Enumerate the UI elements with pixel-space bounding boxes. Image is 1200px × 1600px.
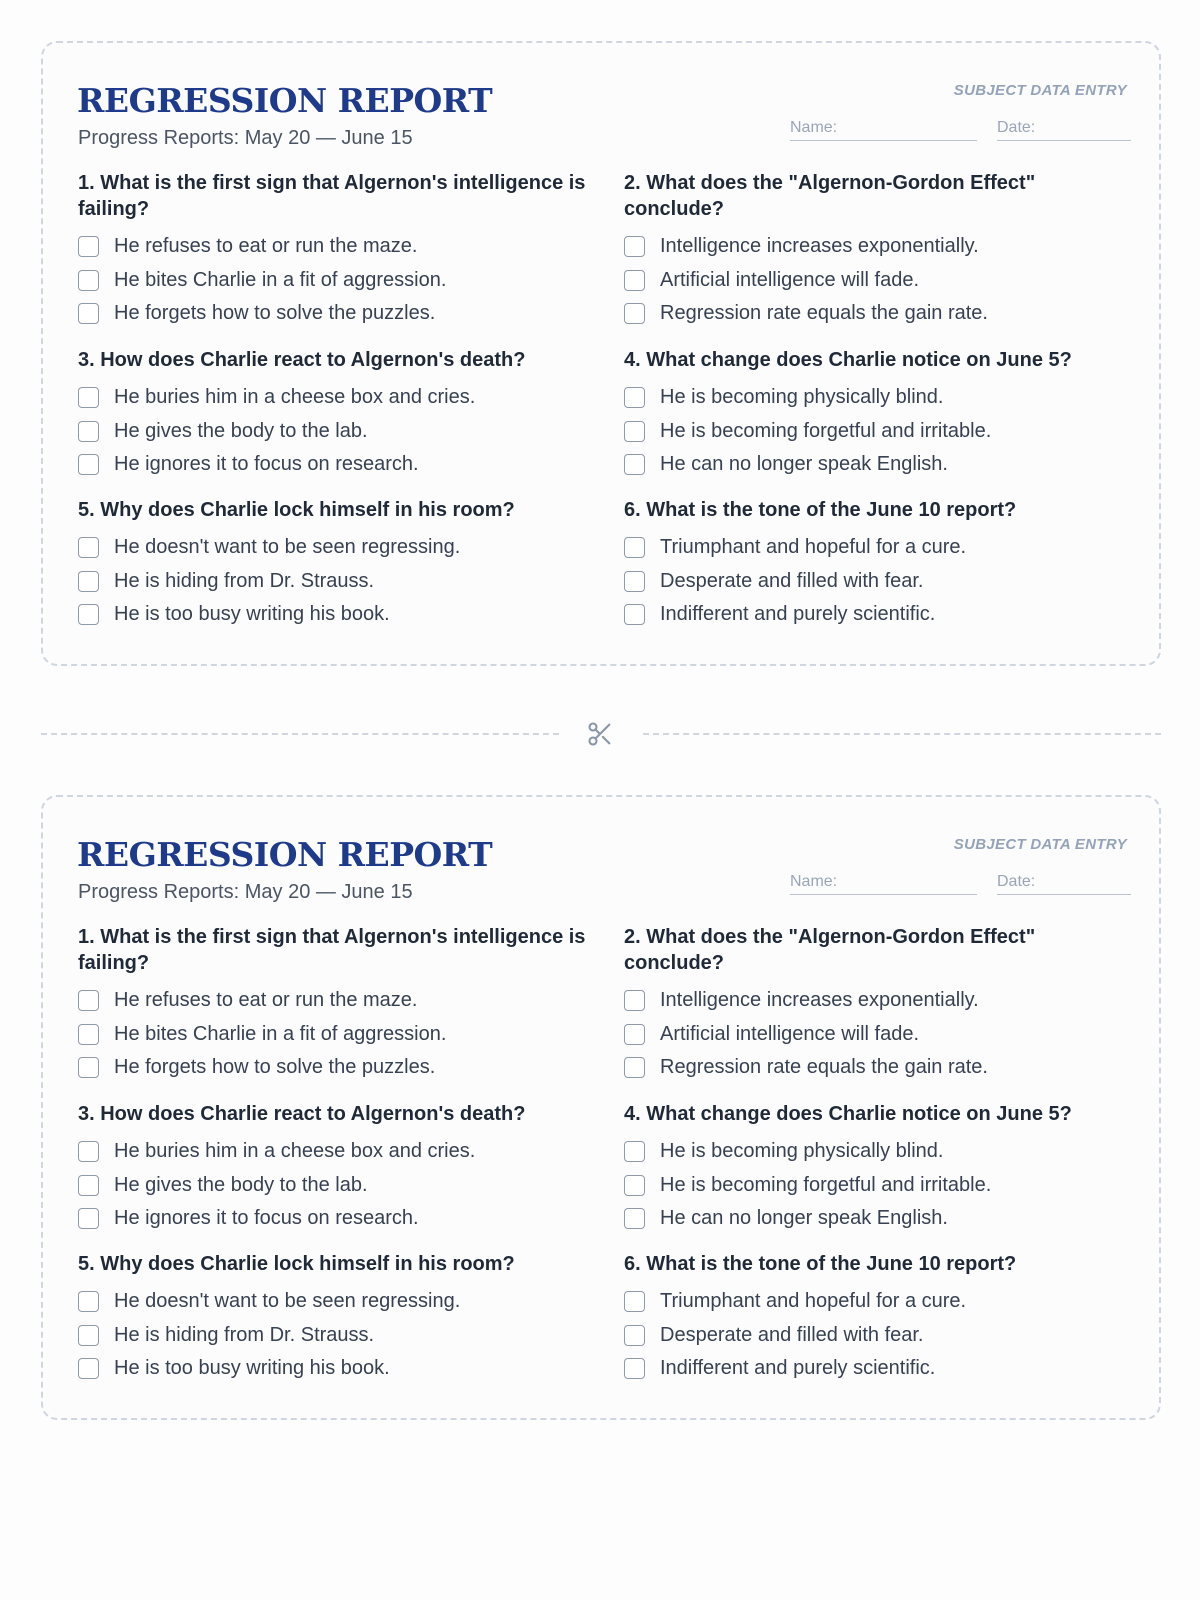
answer-option[interactable] — [78, 448, 588, 482]
answer-checkbox[interactable] — [624, 571, 645, 592]
answer-checkbox[interactable] — [78, 1325, 99, 1346]
option-list — [78, 531, 588, 632]
answer-option[interactable] — [624, 531, 1134, 565]
answer-option[interactable] — [78, 1169, 588, 1203]
answer-checkbox[interactable] — [78, 303, 99, 324]
answer-label: He can no longer speak English. — [660, 1207, 948, 1230]
answer-checkbox[interactable] — [624, 421, 645, 442]
answer-checkbox[interactable] — [624, 387, 645, 408]
answer-label: He is too busy writing his book. — [114, 603, 390, 626]
page-title: REGRESSION REPORT — [77, 81, 493, 120]
answer-option[interactable] — [624, 264, 1134, 298]
answer-option[interactable] — [624, 1352, 1134, 1386]
answer-option[interactable] — [624, 565, 1134, 599]
option-list — [624, 984, 1134, 1085]
answer-label: He forgets how to solve the puzzles. — [114, 1056, 436, 1079]
answer-checkbox[interactable] — [78, 990, 99, 1011]
answer-checkbox[interactable] — [624, 1208, 645, 1229]
answer-option[interactable] — [78, 1285, 588, 1319]
answer-option[interactable] — [78, 1018, 588, 1052]
question-1 — [78, 170, 588, 331]
answer-option[interactable] — [78, 1319, 588, 1353]
option-list — [78, 230, 588, 331]
answer-checkbox[interactable] — [78, 1208, 99, 1229]
name-field-label: Name: — [790, 873, 838, 890]
answer-option[interactable] — [78, 297, 588, 331]
subject-data-entry-label: SUBJECT DATA ENTRY — [953, 836, 1127, 853]
question-5 — [78, 1251, 588, 1386]
answer-label: He refuses to eat or run the maze. — [114, 235, 418, 258]
answer-option[interactable] — [624, 984, 1134, 1018]
question-text: 5. Why does Charlie lock himself in his room? — [78, 1253, 515, 1275]
answer-checkbox[interactable] — [624, 236, 645, 257]
page-title: REGRESSION REPORT — [77, 835, 493, 874]
answer-checkbox[interactable] — [78, 1141, 99, 1162]
answer-option[interactable] — [78, 598, 588, 632]
option-list — [78, 1285, 588, 1386]
answer-checkbox[interactable] — [78, 1024, 99, 1045]
answer-label: Regression rate equals the gain rate. — [660, 1056, 988, 1079]
answer-option[interactable] — [624, 297, 1134, 331]
answer-checkbox[interactable] — [78, 571, 99, 592]
answer-option[interactable] — [78, 1051, 588, 1085]
question-5 — [78, 497, 588, 632]
option-list — [78, 1135, 588, 1236]
question-text: 1. What is the first sign that Algernon's intelligence is failing? — [78, 172, 586, 220]
answer-label: He bites Charlie in a fit of aggression. — [114, 1022, 447, 1045]
answer-option[interactable] — [624, 1285, 1134, 1319]
answer-checkbox[interactable] — [624, 537, 645, 558]
answer-option[interactable] — [624, 1202, 1134, 1236]
answer-label: He doesn't want to be seen regressing. — [114, 536, 461, 559]
answer-checkbox[interactable] — [78, 537, 99, 558]
answer-checkbox[interactable] — [624, 1175, 645, 1196]
question-4 — [624, 347, 1134, 482]
answer-option[interactable] — [78, 1135, 588, 1169]
answer-option[interactable] — [78, 531, 588, 565]
scissors-icon — [586, 720, 614, 748]
answer-option[interactable] — [624, 1135, 1134, 1169]
cut-line-left — [41, 733, 559, 735]
answer-label: He buries him in a cheese box and cries. — [114, 1140, 476, 1163]
question-3 — [78, 1101, 588, 1236]
question-text: 2. What does the "Algernon-Gordon Effect" conclude? — [624, 172, 1036, 220]
answer-option[interactable] — [78, 415, 588, 449]
option-list — [78, 984, 588, 1085]
answer-checkbox[interactable] — [78, 604, 99, 625]
question-text: 6. What is the tone of the June 10 report? — [624, 499, 1017, 521]
answer-checkbox[interactable] — [78, 1175, 99, 1196]
answer-label: Intelligence increases exponentially. — [660, 989, 979, 1012]
answer-option[interactable] — [624, 1319, 1134, 1353]
option-list — [624, 531, 1134, 632]
date-field[interactable] — [997, 117, 1131, 141]
answer-checkbox[interactable] — [624, 990, 645, 1011]
answer-checkbox[interactable] — [78, 1291, 99, 1312]
answer-label: He can no longer speak English. — [660, 453, 948, 476]
answer-label: He doesn't want to be seen regressing. — [114, 1290, 461, 1313]
option-list — [78, 381, 588, 482]
answer-label: Triumphant and hopeful for a cure. — [660, 536, 967, 559]
answer-checkbox[interactable] — [78, 1358, 99, 1379]
answer-label: Indifferent and purely scientific. — [660, 1357, 936, 1380]
option-list — [624, 1135, 1134, 1236]
answer-label: Indifferent and purely scientific. — [660, 603, 936, 626]
answer-option[interactable] — [624, 448, 1134, 482]
answer-checkbox[interactable] — [78, 1057, 99, 1078]
answer-label: He ignores it to focus on research. — [114, 453, 419, 476]
option-list — [624, 381, 1134, 482]
name-field[interactable] — [790, 117, 977, 141]
question-text: 6. What is the tone of the June 10 report? — [624, 1253, 1017, 1275]
answer-checkbox[interactable] — [624, 303, 645, 324]
answer-label: He bites Charlie in a fit of aggression. — [114, 268, 447, 291]
answer-checkbox[interactable] — [78, 270, 99, 291]
subject-data-entry-label: SUBJECT DATA ENTRY — [953, 82, 1127, 99]
question-6 — [624, 1251, 1134, 1386]
answer-checkbox[interactable] — [624, 270, 645, 291]
answer-checkbox[interactable] — [624, 1291, 645, 1312]
answer-checkbox[interactable] — [624, 1325, 645, 1346]
question-1 — [78, 924, 588, 1085]
answer-checkbox[interactable] — [624, 1024, 645, 1045]
question-text: 4. What change does Charlie notice on June 5? — [624, 349, 1072, 371]
answer-label: He is becoming physically blind. — [660, 386, 944, 409]
answer-option[interactable] — [624, 1169, 1134, 1203]
date-field-label: Date: — [997, 119, 1036, 136]
date-field-label: Date: — [997, 873, 1036, 890]
question-2 — [624, 924, 1134, 1085]
answer-label: He gives the body to the lab. — [114, 1173, 368, 1196]
answer-label: Artificial intelligence will fade. — [660, 1022, 920, 1045]
answer-checkbox[interactable] — [624, 1057, 645, 1078]
answer-checkbox[interactable] — [624, 1141, 645, 1162]
page-subtitle: Progress Reports: May 20 — June 15 — [78, 881, 413, 903]
option-list — [624, 230, 1134, 331]
answer-option[interactable] — [78, 1202, 588, 1236]
answer-checkbox[interactable] — [78, 454, 99, 475]
question-text: 3. How does Charlie react to Algernon's death? — [78, 1103, 526, 1125]
date-field[interactable] — [997, 871, 1131, 895]
answer-option[interactable] — [78, 565, 588, 599]
quiz-card — [41, 41, 1161, 666]
answer-label: He refuses to eat or run the maze. — [114, 989, 418, 1012]
answer-option[interactable] — [624, 230, 1134, 264]
answer-label: Artificial intelligence will fade. — [660, 268, 920, 291]
answer-label: He is becoming physically blind. — [660, 1140, 944, 1163]
question-3 — [78, 347, 588, 482]
question-text: 3. How does Charlie react to Algernon's death? — [78, 349, 526, 371]
answer-option[interactable] — [78, 381, 588, 415]
answer-checkbox[interactable] — [78, 421, 99, 442]
answer-label: He buries him in a cheese box and cries. — [114, 386, 476, 409]
question-4 — [624, 1101, 1134, 1236]
answer-option[interactable] — [78, 230, 588, 264]
answer-label: He ignores it to focus on research. — [114, 1207, 419, 1230]
answer-checkbox[interactable] — [78, 387, 99, 408]
question-6 — [624, 497, 1134, 632]
answer-label: Triumphant and hopeful for a cure. — [660, 1290, 967, 1313]
answer-checkbox[interactable] — [78, 236, 99, 257]
answer-checkbox[interactable] — [624, 1358, 645, 1379]
question-2 — [624, 170, 1134, 331]
question-text: 2. What does the "Algernon-Gordon Effect" conclude? — [624, 926, 1036, 974]
answer-option[interactable] — [624, 415, 1134, 449]
question-text: 4. What change does Charlie notice on June 5? — [624, 1103, 1072, 1125]
answer-option[interactable] — [624, 1051, 1134, 1085]
answer-label: Regression rate equals the gain rate. — [660, 302, 988, 325]
answer-option[interactable] — [78, 984, 588, 1018]
answer-checkbox[interactable] — [624, 454, 645, 475]
page-subtitle: Progress Reports: May 20 — June 15 — [78, 127, 413, 149]
answer-option[interactable] — [78, 264, 588, 298]
name-field-label: Name: — [790, 119, 838, 136]
answer-label: He gives the body to the lab. — [114, 419, 368, 442]
answer-label: He is hiding from Dr. Strauss. — [114, 569, 375, 592]
question-text: 1. What is the first sign that Algernon's intelligence is failing? — [78, 926, 586, 974]
answer-label: Desperate and filled with fear. — [660, 569, 924, 592]
answer-label: He is becoming forgetful and irritable. — [660, 419, 992, 442]
answer-label: He is hiding from Dr. Strauss. — [114, 1323, 375, 1346]
answer-label: He forgets how to solve the puzzles. — [114, 302, 436, 325]
answer-option[interactable] — [624, 1018, 1134, 1052]
option-list — [624, 1285, 1134, 1386]
answer-label: Desperate and filled with fear. — [660, 1323, 924, 1346]
answer-label: He is becoming forgetful and irritable. — [660, 1173, 992, 1196]
name-field[interactable] — [790, 871, 977, 895]
answer-label: He is too busy writing his book. — [114, 1357, 390, 1380]
answer-option[interactable] — [624, 598, 1134, 632]
question-text: 5. Why does Charlie lock himself in his room? — [78, 499, 515, 521]
answer-checkbox[interactable] — [624, 604, 645, 625]
answer-option[interactable] — [78, 1352, 588, 1386]
answer-option[interactable] — [624, 381, 1134, 415]
quiz-card — [41, 795, 1161, 1420]
answer-label: Intelligence increases exponentially. — [660, 235, 979, 258]
cut-line-right — [643, 733, 1161, 735]
